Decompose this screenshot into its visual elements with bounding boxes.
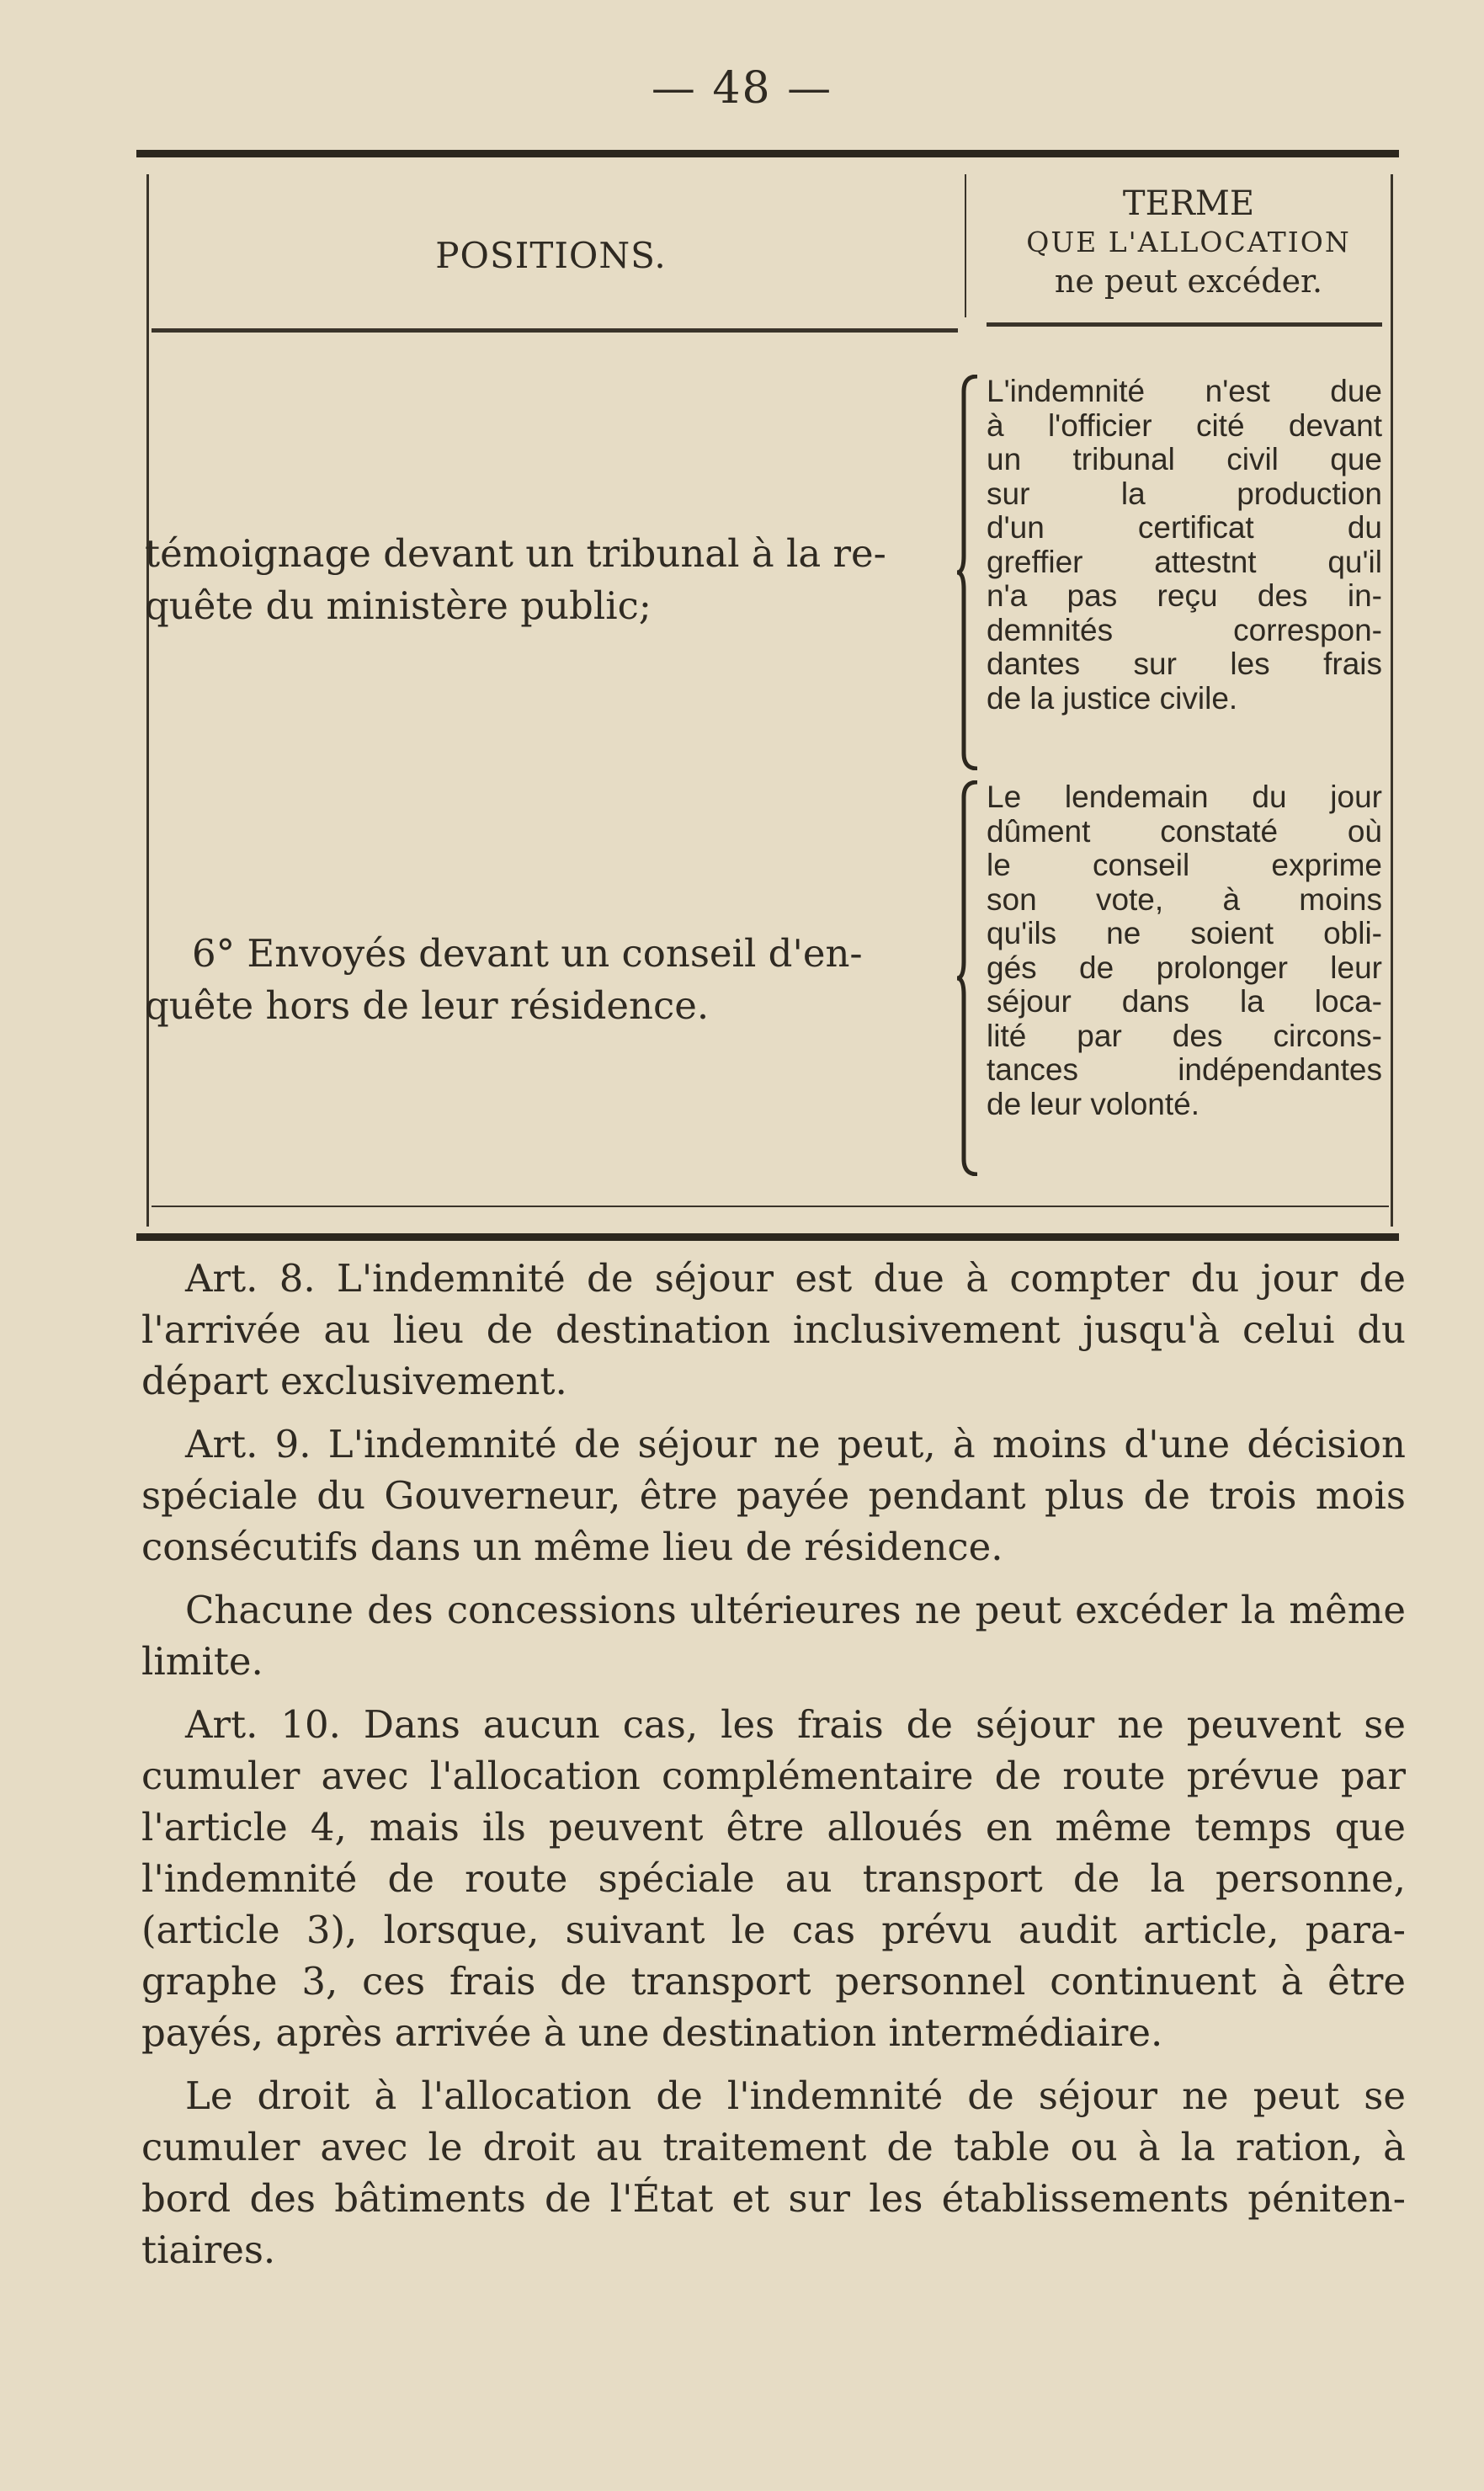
paragraph-art-8 [141,1253,1406,1407]
row2-position [145,928,953,1032]
positions-header: POSITIONS. [435,235,667,276]
term-header-line1: TERME [1122,184,1255,223]
paragraph-art-9 [141,1418,1406,1573]
row2-term-line: de leur volonté. [987,1086,1200,1121]
row2-term-line: dûment constaté où [987,813,1382,849]
paragraph-cumul [141,2070,1406,2275]
text-line: l'article 4, mais ils peuvent être alloués en même temps que [141,1805,1406,1850]
row2-term-line: lité par des circons- [987,1018,1382,1053]
row1-term-line: n'a pas reçu des in- [987,578,1382,613]
text-line: cumuler avec le droit au traitement de table ou à la ration, à [141,2125,1406,2169]
row2-brace [957,780,982,1176]
row2-term-line: son vote, à moins [987,881,1382,917]
text-line: départ exclusivement. [141,1359,567,1403]
row1-term-line: un tribunal civil que [987,442,1382,476]
row2-term-line: Le lendemain du jour [987,780,1382,814]
text-line: Art. 9. L'indemnité de séjour ne peut, à moins d'une décision [185,1422,1406,1466]
table-bottom-inner-rule [152,1206,1389,1207]
term-header [978,184,1399,301]
text-line: spéciale du Gouverneur, être payée pendant plus de trois mois [141,1473,1406,1518]
row1-position-line: quête du ministère public; [145,583,652,628]
row1-term-line: L'indemnité n'est due [987,374,1382,408]
paragraph-art-10 [141,1699,1406,2058]
paragraph-concessions [141,1584,1406,1687]
text-line: l'arrivée au lieu de destination inclusivement jusqu'à celui du [141,1307,1406,1352]
row1-brace [957,375,982,770]
term-header-line3: ne peut excéder. [1054,263,1323,300]
table-right-border [1391,174,1393,1227]
text-line: l'indemnité de route spéciale au transport de la personne, [141,1856,1406,1901]
row2-position-line: 6° Envoyés devant un conseil d'en- [192,931,863,976]
row1-term-line: à l'officier cité devant [987,407,1382,443]
allowance-table [136,150,1399,1241]
row1-term-line: demnités correspon- [987,612,1382,647]
table-left-border [146,174,149,1227]
row2-position-line: quête hors de leur résidence. [145,983,710,1028]
row1-term-line: dantes sur les frais [987,647,1382,681]
text-line: cumuler avec l'allocation complémentaire de route prévue par [141,1754,1406,1798]
text-line: limite. [141,1639,263,1684]
header-rule-left [152,328,958,333]
row1-term [987,375,1382,716]
term-header-line2: QUE L'ALLOCATION [1026,226,1351,258]
row2-term [987,780,1382,1121]
row2-term-line: gés de prolonger leur [987,950,1382,985]
text-line: tiaires. [141,2228,276,2272]
text-line: payés, après arrivée à une destination intermédiaire. [141,2010,1163,2055]
text-line: Chacune des concessions ultérieures ne peut excéder la même [185,1588,1406,1632]
row1-term-line: greffier attestnt qu'il [987,544,1382,579]
text-line: Le droit à l'allocation de l'indemnité de séjour ne peut se [185,2073,1406,2118]
row2-term-line: qu'ils ne soient obli- [987,916,1382,950]
row1-position-line: témoignage devant un tribunal à la re- [145,531,886,576]
text-line: bord des bâtiments de l'État et sur les établissements péniten- [141,2176,1406,2221]
body-text [141,1253,1406,2287]
text-line: Art. 8. L'indemnité de séjour est due à compter du jour de [185,1256,1406,1301]
row1-term-line: de la justice civile. [987,680,1238,716]
row2-term-line: tances indépendantes [987,1052,1382,1087]
text-line: graphe 3, ces frais de transport personnel continuent à être [141,1959,1406,2004]
page-number: — 48 — [651,63,833,114]
text-line: consécutifs dans un même lieu de résidence. [141,1525,1003,1569]
text-line: Art. 10. Dans aucun cas, les frais de séjour ne peuvent se [185,1702,1406,1747]
text-line: (article 3), lorsque, suivant le cas prévu audit article, para- [141,1908,1406,1952]
row1-position [145,528,953,632]
row2-term-line: séjour dans la loca- [987,984,1382,1019]
header-rule-right [987,322,1382,327]
row1-term-line: sur la production [987,476,1382,511]
row1-term-line: d'un certificat du [987,510,1382,545]
row2-term-line: le conseil exprime [987,848,1382,882]
